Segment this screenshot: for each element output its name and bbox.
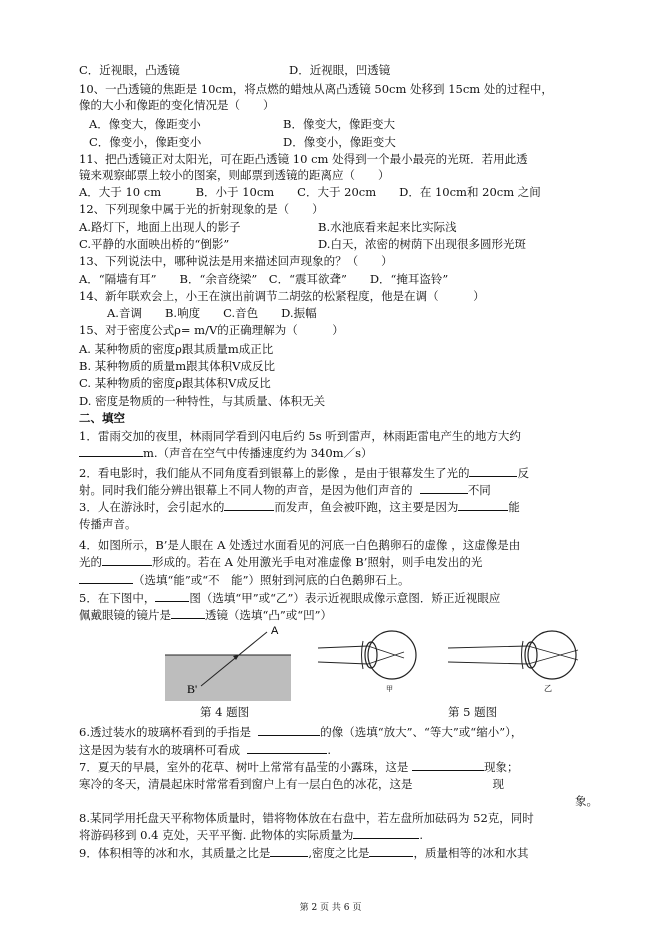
q15-option-d: D. 密度是物质的一种特性，与其质量、体积无关 [79, 394, 326, 408]
f5-line2: 佩戴眼镜的镜片是 透镜（选填“凸”或“凹”） [79, 608, 333, 622]
figure-4-caption: 第 4 题图 [200, 705, 250, 719]
q13-stem: 13、下列说法中，哪种说法是用来描述回声现象的？（ ） [79, 254, 393, 268]
q11-stem-line2: 镜来观察邮票上较小的图案，则邮票到透镜的距离应（ ） [79, 168, 390, 182]
q10-option-d: D．像变小，像距变大 [283, 135, 396, 149]
answer-blank[interactable] [369, 845, 413, 857]
f1-line2: m.（声音在空气中传播速度约为 340m／s） [79, 445, 372, 461]
page-footer: 第 2 页 共 6 页 [299, 903, 362, 913]
figure-4-refraction-diagram [165, 622, 293, 702]
answer-blank[interactable] [270, 845, 308, 857]
label-a: A [271, 625, 279, 637]
answer-blank[interactable] [79, 445, 143, 457]
q10-option-b: B．像变大，像距变大 [283, 117, 395, 131]
q9-option-d: D．近视眼，凹透镜 [289, 63, 391, 77]
f1-line1: 1．雷雨交加的夜里，林雨同学看到闪电后约 5s 听到雷声，林雨距雷电产生的地方大约 [79, 429, 521, 443]
q12-option-c: C.平静的水面映出桥的“倒影” [79, 237, 230, 251]
f3-line2: 传播声音。 [79, 517, 137, 531]
f7-line3: 象。 [575, 794, 598, 808]
answer-blank[interactable] [102, 554, 152, 566]
f8-line1: 8.某同学用托盘天平称物体质量时，错将物体放在右盘中，若左盘所加砝码为 52克，同时 [79, 811, 534, 825]
water-region [165, 655, 291, 701]
answer-blank[interactable] [412, 759, 484, 771]
q9-option-c: C．近视眼，凸透镜 [79, 63, 180, 77]
f4-line2: 光的 形成的。若在 A 处用激光手电对准虚像 B’照射，则手电发出的光 [79, 555, 483, 569]
answer-blank[interactable] [171, 607, 205, 619]
eye-diagram-yi [448, 631, 578, 693]
q10-option-a: A．像变大，像距变小 [89, 117, 201, 131]
q12-option-a: A.路灯下，地面上出现人的影子 [79, 220, 241, 234]
q12-option-d: D.白天，浓密的树荫下出现很多圆形光斑 [318, 237, 526, 251]
f2-line1: 2．看电影时，我们能从不同角度看到银幕上的影像 ，是由于银幕发生了光的 反 [79, 466, 529, 480]
q15-option-b: B. 某种物质的质量m跟其体积V成反比 [79, 359, 275, 373]
q14-options: A.音调 B.响度 C.音色 D.振幅 [107, 306, 317, 320]
f6-line1: 6.透过装水的玻璃杯看到的手指是 的像（选填“放大”、“等大”或“缩小”）， [79, 725, 523, 739]
f7-line2: 寒冷的冬天，清晨起床时常常看到窗户上有一层白色的冰花，这是 现 [79, 777, 504, 791]
q10-stem-line1: 10、一凸透镜的焦距是 10cm，将点燃的蜡烛从离凸透镜 50cm 处移到 15cm 处的过程中， [79, 82, 553, 96]
label-b-prime: B' [187, 682, 198, 696]
q10-option-c: C．像变小，像距变小 [89, 135, 202, 149]
f8-line2: 将游码移到 0.4 克处，天平平衡. 此物体的实际质量为 . [79, 828, 424, 842]
answer-blank[interactable] [224, 499, 274, 511]
answer-blank[interactable] [420, 482, 468, 494]
q12-option-b: B.水池底看来起来比实际浅 [318, 220, 457, 234]
f5-line1: 5．在下图中， 图（选填“甲”或“乙”）表示近视眼成像示意图．矫正近视眼应 [79, 591, 501, 605]
eye-diagram-jia [318, 631, 416, 693]
q12-stem: 12、下列现象中属于光的折射现象的是（ ） [79, 202, 324, 216]
answer-blank[interactable] [258, 724, 320, 736]
label-jia: 甲 [386, 685, 393, 693]
answer-blank[interactable] [79, 572, 133, 584]
f6-line2: 这是因为装有水的玻璃杯可看成 . [79, 743, 331, 757]
f4-line1: 4．如图所示，B’是人眼在 A 处透过水面看见的河底一白色鹅卵石的虚像 ，这虚像是由 [79, 538, 521, 552]
figure-5-caption: 第 5 题图 [448, 705, 498, 719]
answer-blank[interactable] [469, 465, 517, 477]
q14-stem: 14、新年联欢会上，小王在演出前调节二胡弦的松紧程度，他是在调（ ） [79, 289, 485, 303]
q15-option-c: C. 某种物质的密度ρ跟其体积V成反比 [79, 376, 271, 390]
f4-line3: （选填“能”或“不 能”）照射到河底的白色鹅卵石上。 [79, 572, 410, 588]
answer-blank[interactable] [155, 590, 189, 602]
answer-blank[interactable] [247, 742, 327, 754]
f3-line1: 3．人在游泳时，会引起水的 而发声，鱼会被吓跑，这主要是因为 能 [79, 500, 520, 514]
answer-blank[interactable] [353, 827, 419, 839]
f9-line1: 9．体积相等的冰和水，其质量之比是 ,密度之比是 ，质量相等的冰和水其 [79, 846, 529, 860]
f2-line2: 射。同时我们能分辨出银幕上不同人物的声音，是因为他们声音的 不同 [79, 483, 491, 497]
q15-stem: 15、对于密度公式ρ= m/V的正确理解为（ ） [79, 323, 344, 337]
q11-stem-line1: 11、把凸透镜正对太阳光，可在距凸透镜 10 cm 处得到一个最小最亮的光斑．若用此透 [79, 152, 528, 166]
section-heading-fill-in: 二、填空 [79, 411, 125, 425]
figure-5-eye-diagrams [316, 628, 606, 702]
answer-blank[interactable] [458, 499, 508, 511]
label-yi: 乙 [544, 684, 552, 693]
q15-option-a: A. 某种物质的密度ρ跟其质量m成正比 [79, 342, 274, 356]
q13-options: A．“隔墙有耳” B．“余音绕梁” C．“震耳欲聋” D．“掩耳盗铃” [79, 272, 449, 286]
q11-options: A．大于 10 cm B．小于 10cm C．大于 20cm D．在 10cm和 20cm 之间 [79, 185, 541, 199]
q10-stem-line2: 像的大小和像距的变化情况是（ ） [79, 98, 275, 112]
f7-line1: 7．夏天的早晨，室外的花草、树叶上常常有晶莹的小露珠，这是 现象； [79, 760, 519, 774]
